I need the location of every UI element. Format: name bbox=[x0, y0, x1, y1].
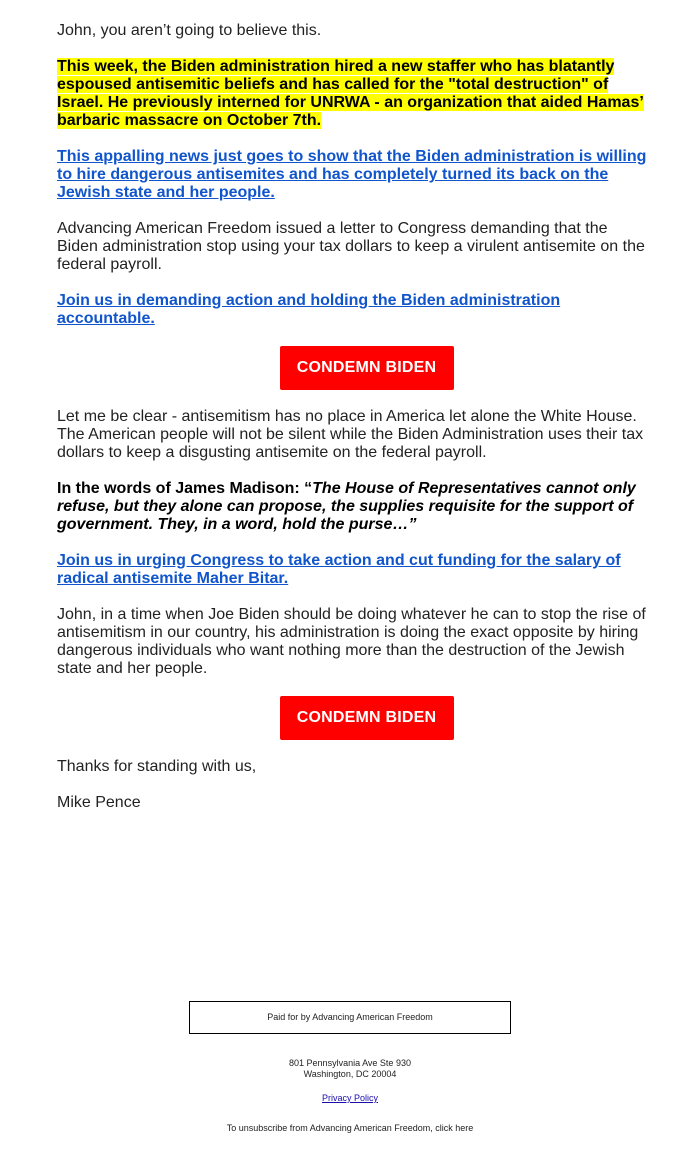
clear-paragraph: Let me be clear - antisemitism has no place in America let alone the White House. The American people will not be silent while the Biden Administration uses their tax dollars to keep a disgusting antisemite on the federal payroll. bbox=[57, 408, 644, 461]
privacy-policy-link[interactable]: Privacy Policy bbox=[321, 1093, 378, 1103]
privacy-container bbox=[0, 1093, 700, 1103]
link-paragraph-3 bbox=[57, 552, 647, 588]
highlighted-text: This week, the Biden administration hired a new staffer who has blatantly espoused antisemitic beliefs and has called for the "total destruction" of Israel. He previously interned for UNRWA - an organization that aided Hamas’ barbaric massacre on October 7th. bbox=[57, 58, 644, 129]
highlight-paragraph bbox=[57, 58, 647, 130]
quote-intro: In the words of James Madison: “ bbox=[57, 480, 313, 497]
signature: Mike Pence bbox=[57, 794, 141, 811]
mailing-address bbox=[0, 1058, 700, 1080]
greeting: John, you aren’t going to believe this. bbox=[57, 22, 322, 39]
condemn-biden-button-2[interactable]: CONDEMN BIDEN bbox=[280, 696, 454, 740]
closing-paragraph: John, in a time when Joe Biden should be doing whatever he can to stop the rise of antisemitism in our country, his administration is doing the exact opposite by hiring dangerous individuals who want nothing more than the destruction of the Jewish state and her people. bbox=[57, 606, 646, 677]
appalling-news-link[interactable]: This appalling news just goes to show that the Biden administration is willing to hire dangerous antisemites and has completely turned its back on the Jewish state and her people. bbox=[57, 148, 647, 201]
quote-text: The House of Representatives cannot only refuse, but they alone can propose, the supplies requisite for the support of government. They, in a word, hold the purse…” bbox=[57, 480, 636, 533]
urge-congress-link[interactable]: Join us in urging Congress to take action and cut funding for the salary of radical antisemite Maher Bitar. bbox=[57, 552, 621, 587]
cta-container-1 bbox=[57, 346, 647, 390]
unsubscribe-link[interactable]: To unsubscribe from Advancing American Freedom, click here bbox=[226, 1123, 474, 1133]
cta-container-2 bbox=[57, 696, 647, 740]
demand-action-link[interactable]: Join us in demanding action and holding the Biden administration accountable. bbox=[57, 292, 561, 327]
address-line-2: Washington, DC 20004 bbox=[303, 1069, 397, 1079]
address-line-1: 801 Pennsylvania Ave Ste 930 bbox=[289, 1058, 411, 1068]
link-paragraph-2 bbox=[57, 292, 647, 328]
link-paragraph-1 bbox=[57, 148, 647, 202]
paid-for-disclaimer: Paid for by Advancing American Freedom bbox=[189, 1001, 511, 1034]
madison-quote-paragraph bbox=[57, 480, 647, 534]
email-body bbox=[57, 22, 647, 830]
condemn-biden-button-1[interactable]: CONDEMN BIDEN bbox=[280, 346, 454, 390]
signoff: Thanks for standing with us, bbox=[57, 758, 257, 775]
letter-paragraph: Advancing American Freedom issued a letter to Congress demanding that the Biden administration stop using your tax dollars to keep a virulent antisemite on the federal payroll. bbox=[57, 220, 645, 273]
